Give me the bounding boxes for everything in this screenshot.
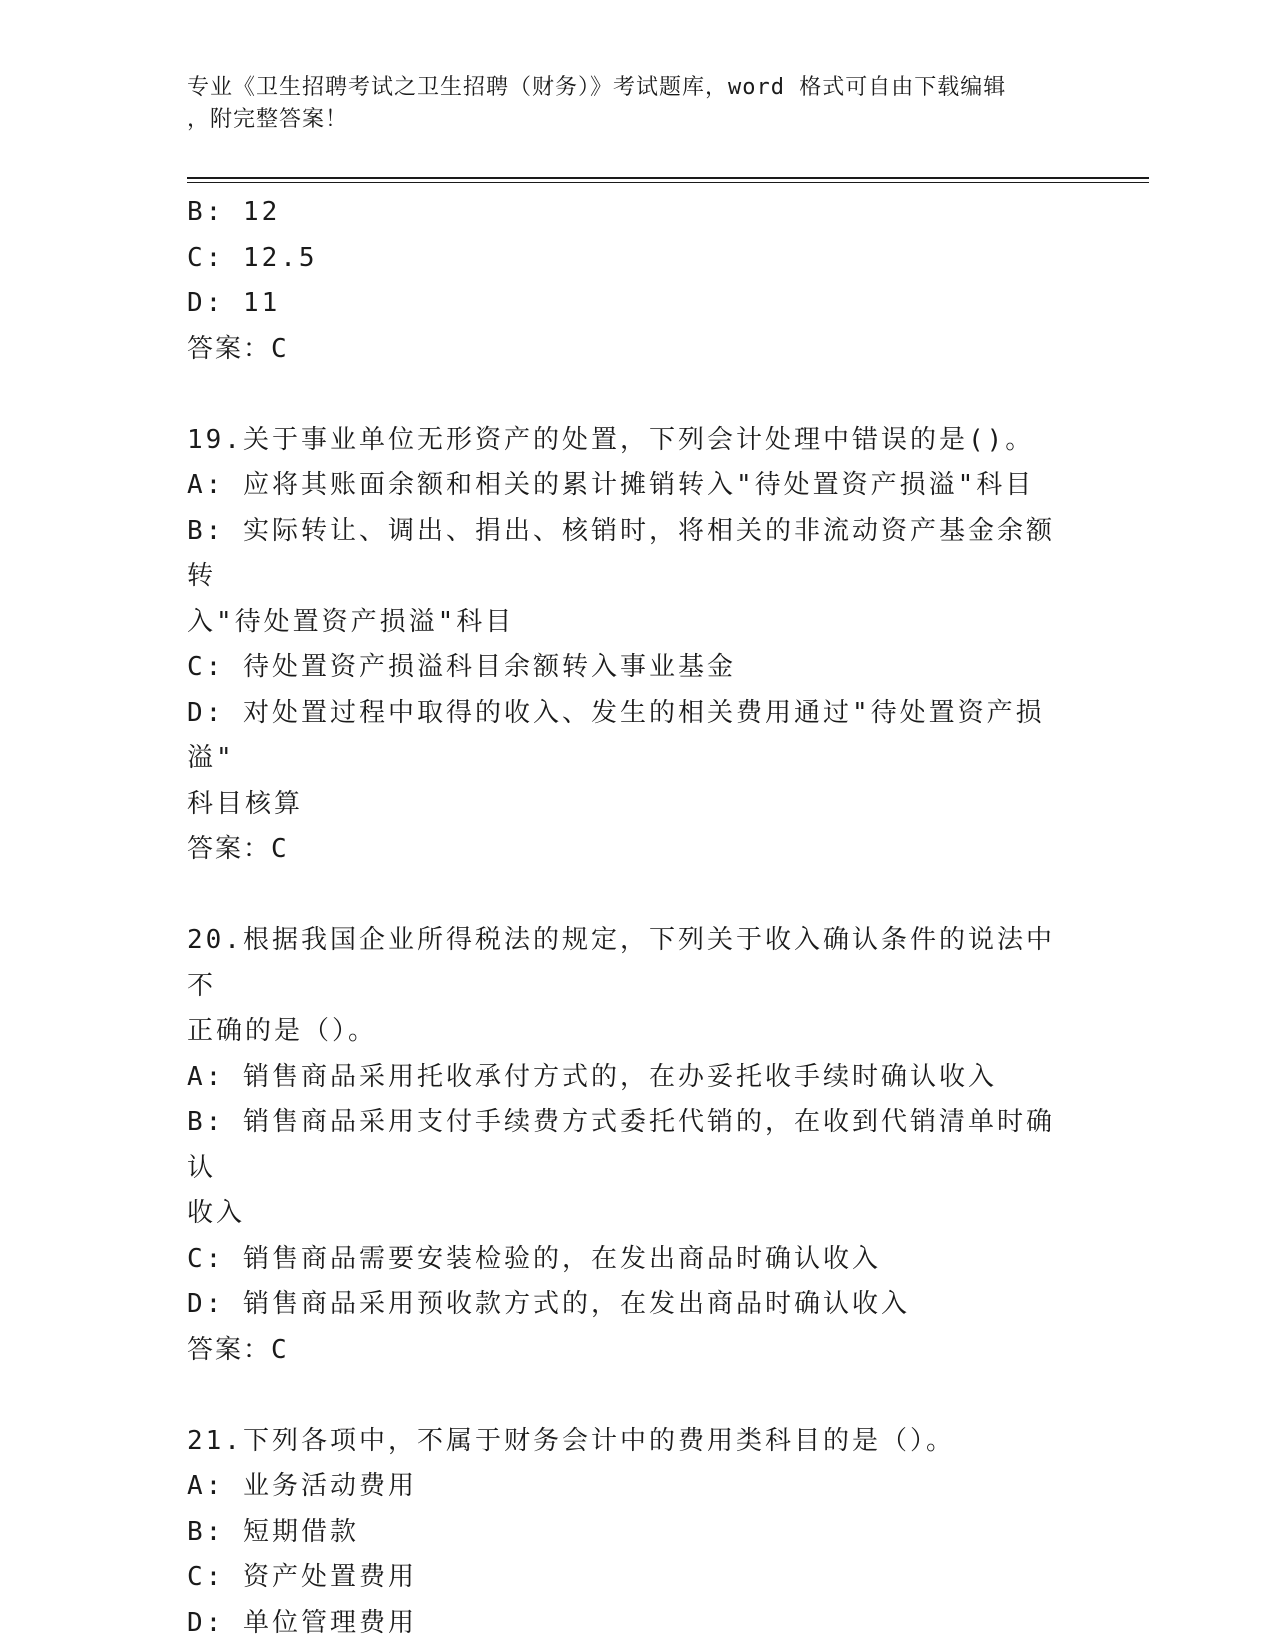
option-a: A: 销售商品采用托收承付方式的，在办妥托收手续时确认收入 <box>187 1061 997 1092</box>
option-b: B: 短期借款 <box>187 1516 359 1547</box>
option-d: D: 单位管理费用 <box>187 1607 417 1638</box>
question-stem: 20.根据我国企业所得税法的规定，下列关于收入确认条件的说法中不 <box>187 925 1055 1001</box>
header-divider-thin <box>187 182 1149 183</box>
option-d-cont: 科目核算 <box>187 788 304 819</box>
question-stem-cont: 正确的是（）。 <box>187 1016 378 1046</box>
option-b: B: 销售商品采用支付手续费方式委托代销的，在收到代销清单时确认 <box>187 1107 1055 1183</box>
option-c: C: 待处置资产损溢科目余额转入事业基金 <box>187 652 736 682</box>
answer: 答案：C <box>187 834 289 864</box>
option-d: D: 对处置过程中取得的收入、发生的相关费用通过"待处置资产损溢" <box>187 697 1045 773</box>
spacer <box>187 1373 1077 1419</box>
option-a: A: 业务活动费用 <box>187 1471 417 1501</box>
header-line-2: ，附完整答案！ <box>187 107 349 132</box>
option-c: C: 资产处置费用 <box>187 1562 417 1592</box>
spacer <box>187 873 1077 919</box>
question-stem: 19.关于事业单位无形资产的处置，下列会计处理中错误的是()。 <box>187 424 1035 455</box>
answer: 答案：C <box>187 1334 289 1365</box>
option-c: C: 销售商品需要安装检验的，在发出商品时确认收入 <box>187 1243 881 1274</box>
document-header <box>187 72 1067 136</box>
question-20 <box>187 918 1077 1373</box>
option-a: A: 应将其账面余额和相关的累计摊销转入"待处置资产损溢"科目 <box>187 470 1035 500</box>
header-line-1: 专业《卫生招聘考试之卫生招聘（财务）》考试题库，word 格式可自由下载编辑 <box>187 75 1007 100</box>
option-b: B: 12 <box>187 197 281 227</box>
option-c: C: 12.5 <box>187 242 318 273</box>
question-content <box>187 190 1077 1646</box>
option-d: D: 11 <box>187 288 281 318</box>
question-stem: 21.下列各项中，不属于财务会计中的费用类科目的是（）。 <box>187 1425 955 1456</box>
option-b-cont: 收入 <box>187 1198 246 1228</box>
prev-question <box>187 190 1077 372</box>
option-d: D: 销售商品采用预收款方式的，在发出商品时确认收入 <box>187 1289 910 1319</box>
header-divider <box>187 177 1149 179</box>
question-19 <box>187 418 1077 873</box>
option-b-cont: 入"待处置资产损溢"科目 <box>187 606 515 637</box>
spacer <box>187 372 1077 418</box>
question-21 <box>187 1419 1077 1647</box>
option-b: B: 实际转让、调出、捐出、核销时，将相关的非流动资产基金余额转 <box>187 515 1055 591</box>
answer: 答案：C <box>187 333 289 364</box>
